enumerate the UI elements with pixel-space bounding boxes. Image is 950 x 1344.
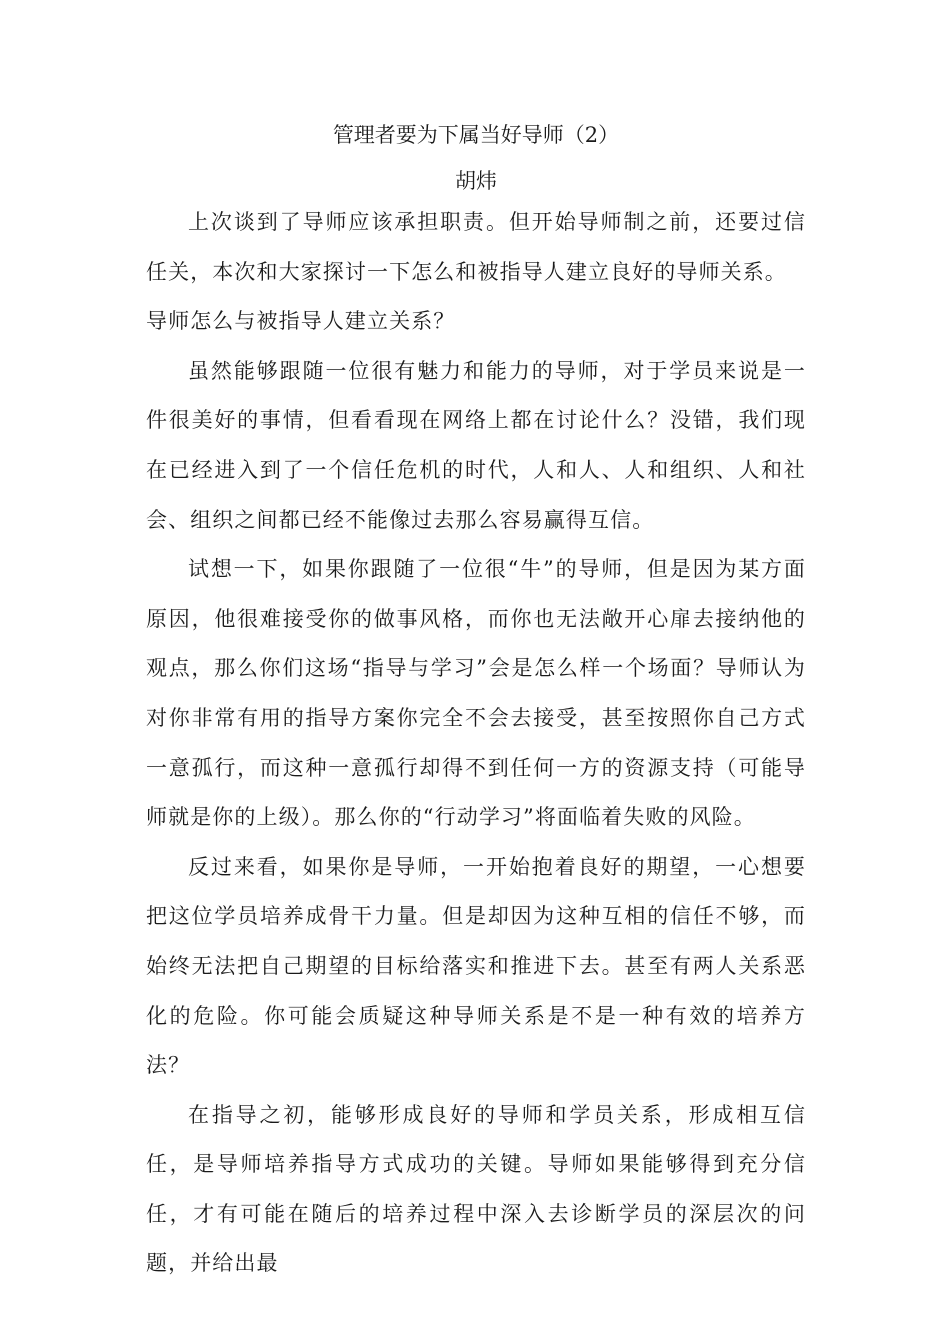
paragraph-scenario-student: 试想一下，如果你跟随了一位很“牛”的导师，但是因为某方面原因，他很难接受你的做事风格，而你也无法敞开心扉去接纳他的观点，那么你们这场“指导与学习”会是怎么样一个场面？导师认为对你非常有用的指导方案你完全不会去接受，甚至按照你自己方式一意孤行，而这种一意孤行却得不到任何一方的资源支持（可能导师就是你的上级）。那么你的“行动学习”将面临着失败的风险。 [146,557,806,830]
document-author: 胡炜 [455,169,497,193]
paragraph-scenario-mentor: 反过来看，如果你是导师，一开始抱着良好的期望，一心想要把这位学员培养成骨干力量。但是却因为这种互相的信任不够，而始终无法把自己期望的目标给落实和推进下去。甚至有两人关系恶化的危险。你可能会质疑这种导师关系是不是一种有效的培养方法？ [146,854,806,1078]
paragraph-intro: 上次谈到了导师应该承担职责。但开始导师制之前，还要过信任关，本次和大家探讨一下怎么和被指导人建立良好的导师关系。 [146,210,806,284]
paragraph-key-to-success: 在指导之初，能够形成良好的导师和学员关系，形成相互信任，是导师培养指导方式成功的关键。导师如果能够得到充分信任，才有可能在随后的培养过程中深入去诊断学员的深层次的问题，并给出最 [146,1102,806,1276]
document-body [146,198,806,1289]
document-page [146,118,806,1289]
section-heading: 导师怎么与被指导人建立关系？ [146,309,456,334]
paragraph-trust-crisis: 虽然能够跟随一位很有魅力和能力的导师，对于学员来说是一件很美好的事情，但看看现在网络上都在讨论什么？没错，我们现在已经进入到了一个信任危机的时代，人和人、人和组织、人和社会、组织之间都已经不能像过去那么容易赢得互信。 [146,358,806,532]
document-title: 管理者要为下属当好导师（2） [332,123,620,147]
